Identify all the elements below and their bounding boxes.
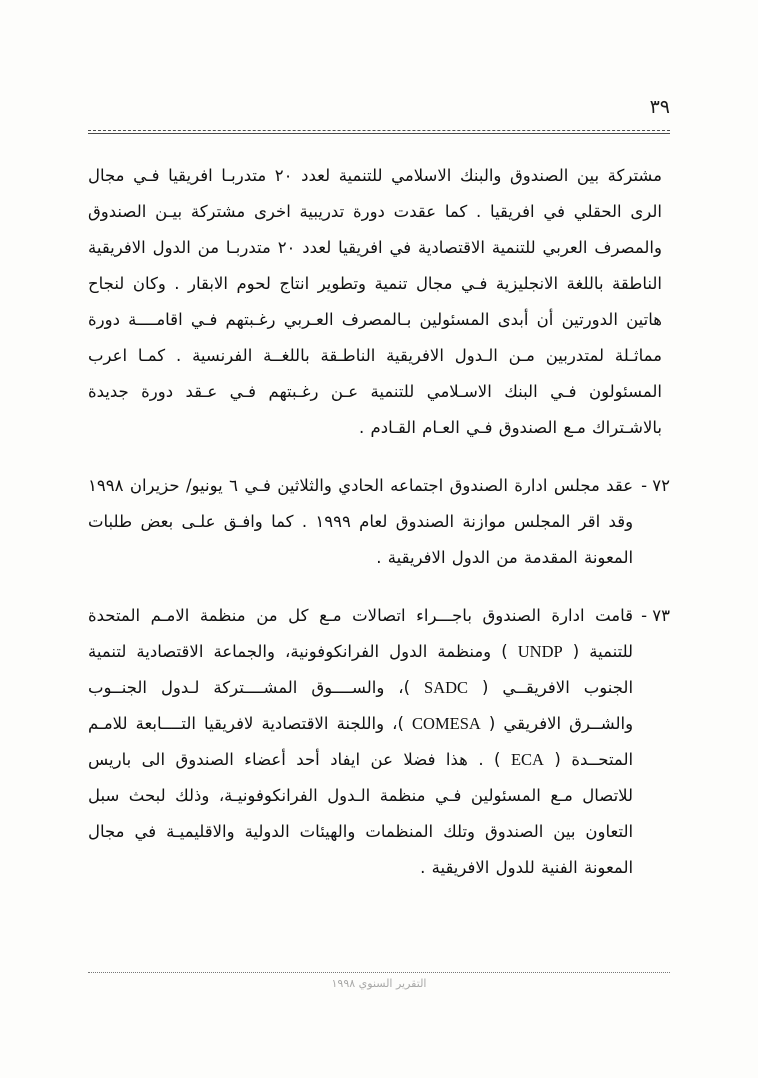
footer-note: التقرير السنوي ١٩٩٨: [331, 977, 427, 990]
paragraph-number: ٧٣ -: [641, 606, 670, 625]
header-divider: [88, 130, 670, 134]
paragraph-text: قامت ادارة الصندوق باجـــراء اتصالات مـع كل من منظمة الامـم المتحدة للتنمية ( UNDP ) ومنظمة الدول الفرانكوفونية، والجماعة الاقتصادية لتنمية الجنوب الافريقــي ( SADC )، والســــوق المشــــتركة لـدول الجنــوب والشــرق الافريقي ( COMESA )، واللجنة الاقتصادية لافريقيا التــــابعة للامـم المتحــدة ( ECA ) . هذا فضلا عن ايفاد أحد أعضاء الصندوق الى باريس للاتصال مـع المسئولين فـي منظمة الـدول الفرانكوفونيـة، وذلك لبحث سبل التعاون بين الصندوق وتلك المنظمات والهيئات الدولية والاقليميـة في مجال المعونة الفنية للدول الافريقية .: [88, 606, 634, 877]
paragraph-block: [88, 158, 670, 446]
paragraph-text: مشتركة بين الصندوق والبنك الاسلامي للتنمية لعدد ٢٠ متدربـا افريقيا فـي مجال الرى الحقلي في افريقيا . كما عقدت دورة تدريبية اخرى مشتركة بيـن الصندوق والمصرف العربي للتنمية الاقتصادية في افريقيا لعدد ٢٠ متدربـا من الدول الافريقية الناطقة باللغة الانجليزية فـي مجال تنمية وتطوير انتاج لحوم الابقار . وكان لنجاح هاتين الدورتين أن أبدى المسئولين بـالمصرف العـربي رغـبتهم فـي اقامــــة دورة مماثـلة لمتدربين مـن الـدول الافريقية الناطـقة باللغــة الفرنسية . كمـا اعرب المسئولون فـي البنك الاسـلامي للتنمية عـن رغـبتهم فـي عـقد دورة جديدة بالاشـتراك مـع الصندوق فـي العـام القـادم .: [88, 166, 662, 437]
page-content: [88, 158, 670, 908]
paragraph-block: [88, 598, 670, 886]
footer-divider: [88, 972, 670, 973]
paragraph-number: ٧٢ -: [641, 476, 670, 495]
paragraph-text: عقد مجلس ادارة الصندوق اجتماعه الحادي والثلاثين فـي ٦ يونيو/ حزيران ١٩٩٨ وقد اقر المجلس موازنة الصندوق لعام ١٩٩٩ . كما وافـق علـى بعض طلبات المعونة المقدمة من الدول الافريقية .: [88, 476, 634, 567]
page-number: ٣٩: [649, 96, 670, 118]
paragraph-block: [88, 468, 670, 576]
